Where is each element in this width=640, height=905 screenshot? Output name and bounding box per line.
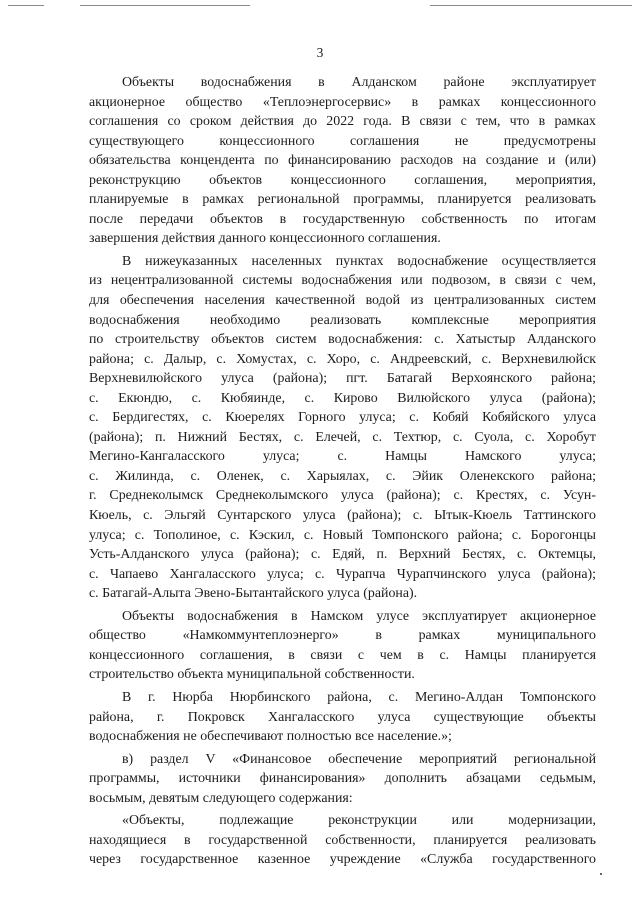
text-line: Усть-Алданского улуса (района); с. Едяй, п. Верхний Бестях, с. Октемцы, (89, 547, 596, 563)
paragraph (89, 607, 596, 685)
scan-edge-left (8, 5, 44, 6)
text-line: строительство объекта муниципальной собственности. (89, 667, 415, 683)
paragraph (89, 750, 596, 809)
text-line: восьмым, девятым следующего содержания: (89, 790, 353, 806)
text-line: (района); п. Нижний Бестях, с. Елечей, с. Техтюр, с. Суола, с. Хоробут (89, 429, 596, 445)
text-line: общество «Намкоммунтеплоэнерго» в рамках муниципального (89, 628, 596, 644)
text-line: после передачи объектов в государственную собственность по итогам (89, 211, 596, 227)
text-line: г. Среднеколымск Среднеколымского улуса (района); с. Крестях, с. Усун- (89, 488, 596, 504)
text-line: концессионного соглашения, в связи с чем в с. Намцы планируется (89, 647, 596, 663)
paragraph (89, 73, 596, 249)
document-body (89, 73, 596, 873)
text-line: планируемые в рамках региональной программы, планируется реализовать (89, 192, 596, 208)
text-line: для обеспечения населения качественной водой из централизованных систем (89, 293, 596, 309)
text-line: из нецентрализованной системы водоснабжения или подвозом, в связи с чем, (89, 273, 596, 289)
text-line: Кюель, с. Эльгяй Сунтарского улуса (района); с. Ытык-Кюель Таттинского (89, 508, 596, 524)
text-line: водоснабжения не обеспечивают полностью все население.»; (89, 729, 452, 745)
text-line: с. Батагай-Алыта Эвено-Бытантайского улуса (района). (89, 586, 418, 602)
text-line: «Объекты, подлежащие реконструкции или модернизации, (122, 813, 596, 829)
text-line: завершения действия данного концессионного соглашения. (89, 231, 441, 247)
text-line: В г. Нюрба Нюрбинского района, с. Мегино-Алдан Томпонского (122, 689, 596, 705)
text-line: программы, источники финансирования» дополнить абзацами седьмым, (89, 771, 596, 787)
text-line: с. Бердигестях, с. Кюерелях Горного улуса; с. Кобяй Кобяйского улуса (89, 410, 596, 426)
page-number: 3 (316, 45, 324, 60)
text-line: акционерное общество «Теплоэнергосервис» в рамках концессионного (89, 94, 596, 110)
text-line: обязательства концендента по финансированию расходов на создание и (или) (89, 153, 596, 169)
text-line: с. Чапаево Хангаласского улуса; с. Чурапча Чурапчинского улуса (района); (89, 566, 596, 582)
text-line: района; с. Далыр, с. Хомустах, с. Хоро, с. Андреевский, с. Верхневилюйск (89, 351, 596, 367)
text-line: района, г. Покровск Хангаласского улуса существующие объекты (89, 709, 596, 725)
paragraph (89, 688, 596, 747)
text-line: существующего концессионного соглашения не предусмотрены (89, 133, 596, 149)
text-line: соглашения со сроком действия до 2022 года. В связи с тем, что в рамках (89, 114, 596, 130)
text-line: Объекты водоснабжения в Намском улусе эксплуатирует акционерное (122, 608, 596, 624)
text-line: Верхневилюйского улуса (района); пгт. Батагай Верхоянского района; (89, 371, 596, 387)
text-line: в) раздел V «Финансовое обеспечение мероприятий региональной (122, 751, 596, 767)
text-line: водоснабжения необходимо реализовать комплексные мероприятия (89, 312, 596, 328)
paragraph (89, 252, 596, 604)
text-line: с. Жилинда, с. Оленек, с. Харыялах, с. Эйик Оленекского района; (89, 468, 596, 484)
text-line: В нижеуказанных населенных пунктах водоснабжение осуществляется (122, 253, 596, 269)
text-line: Объекты водоснабжения в Алданском районе эксплуатирует (122, 75, 596, 90)
text-line: улуса; с. Тополиное, с. Кэскил, с. Новый Томпонского района; с. Борогонцы (89, 527, 596, 543)
text-line: с. Екюндю, с. Кюбяинде, с. Кирово Вилюйского улуса (района); (89, 390, 596, 406)
scan-edge-mid (80, 5, 250, 6)
scan-speck (600, 873, 602, 875)
scan-edge-right (430, 5, 632, 6)
text-line: Мегино-Кангаласского улуса; с. Намцы Намского улуса; (89, 449, 596, 465)
text-line: через государственное казенное учреждение «Служба государственного (89, 852, 596, 868)
text-line: находящиеся в государственной собственности, планируется реализовать (89, 832, 596, 848)
text-line: по строительству объектов систем водоснабжения: с. Хатыстыр Алданского (89, 332, 596, 348)
paragraph (89, 811, 596, 870)
text-line: реконструкцию объектов концессионного соглашения, мероприятия, (89, 172, 596, 188)
